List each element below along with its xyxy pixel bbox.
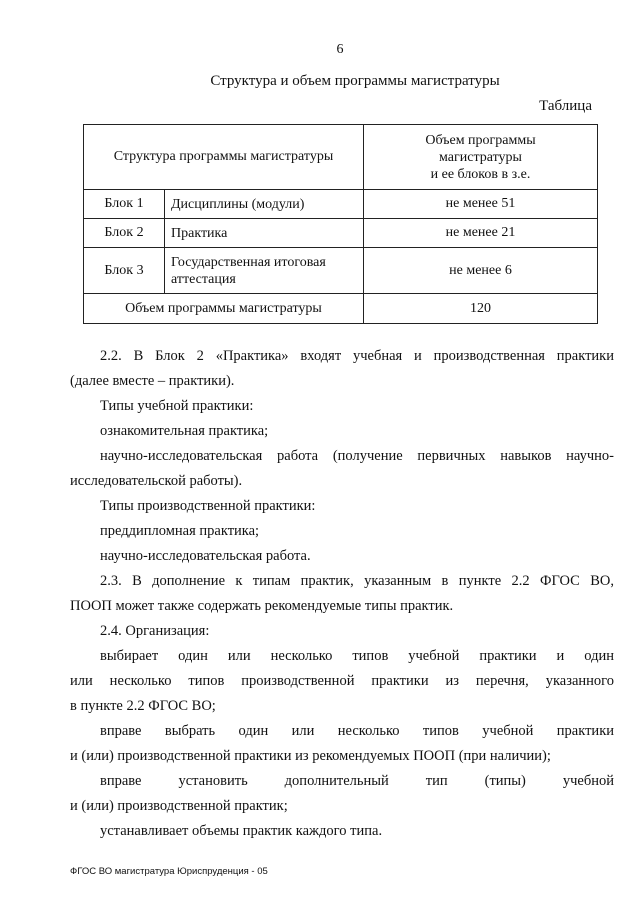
paragraph-line: (далее вместе – практики). [70, 373, 235, 389]
paragraph-line: Типы учебной практики: [100, 398, 254, 414]
header-volume [364, 125, 598, 190]
paragraph-line: и (или) производственной практики из рекомендуемых ПООП (при наличии); [70, 748, 551, 764]
table-row [84, 190, 598, 219]
header-volume-line: Объем программы [425, 132, 536, 148]
paragraph-line: научно-исследовательская работа. [100, 548, 311, 564]
block-label: Блок 1 [84, 190, 165, 219]
paragraph-line: вправе выбрать один или несколько типов учебной практики [100, 723, 614, 739]
table-row [84, 248, 598, 294]
page-footer: ФГОС ВО магистратура Юриспруденция - 05 [70, 866, 268, 877]
paragraph-line: выбирает один или несколько типов учебной практики и один [100, 648, 614, 664]
paragraph-line: 2.4. Организация: [100, 623, 210, 639]
paragraph-line: Типы производственной практики: [100, 498, 316, 514]
total-label: Объем программы магистратуры [84, 294, 364, 324]
paragraph-line: преддипломная практика; [100, 523, 260, 539]
table-header-row [84, 125, 598, 190]
block-name: Государственная итоговая аттестация [165, 248, 364, 294]
paragraph-line: 2.3. В дополнение к типам практик, указанным в пункте 2.2 ФГОС ВО, [100, 573, 614, 589]
paragraph-line: или несколько типов производственной практики из перечня, указанного [70, 673, 614, 689]
table-total-row [84, 294, 598, 324]
paragraph-line: научно-исследовательская работа (получение первичных навыков научно- [100, 448, 614, 464]
block-value: не менее 51 [364, 190, 598, 219]
block-value: не менее 21 [364, 219, 598, 248]
table-title: Структура и объем программы магистратуры [210, 73, 500, 89]
paragraph-line: и (или) производственной практик; [70, 798, 288, 814]
paragraph-line: устанавливает объемы практик каждого типа. [100, 823, 383, 839]
paragraph-line: 2.2. В Блок 2 «Практика» входят учебная и производственная практики [100, 348, 614, 364]
program-structure-table [83, 124, 598, 324]
paragraph-line: исследовательской работы). [70, 473, 243, 489]
table-row [84, 219, 598, 248]
page-number: 6 [336, 42, 344, 57]
block-name: Практика [165, 219, 364, 248]
paragraph-line: ознакомительная практика; [100, 423, 269, 439]
block-name: Дисциплины (модули) [165, 190, 364, 219]
block-value: не менее 6 [364, 248, 598, 294]
header-volume-line: и ее блоков в з.е. [430, 166, 531, 182]
block-label: Блок 2 [84, 219, 165, 248]
paragraph-line: ПООП может также содержать рекомендуемые типы практик. [70, 598, 454, 614]
paragraph-line: в пункте 2.2 ФГОС ВО; [70, 698, 216, 714]
paragraph-line: вправе установить дополнительный тип (типы) учебной [100, 773, 614, 789]
total-value: 120 [364, 294, 598, 324]
table-label: Таблица [539, 98, 592, 114]
header-structure: Структура программы магистратуры [84, 125, 364, 190]
header-volume-line: магистратуры [439, 149, 522, 165]
body-text [70, 344, 614, 844]
block-label: Блок 3 [84, 248, 165, 294]
